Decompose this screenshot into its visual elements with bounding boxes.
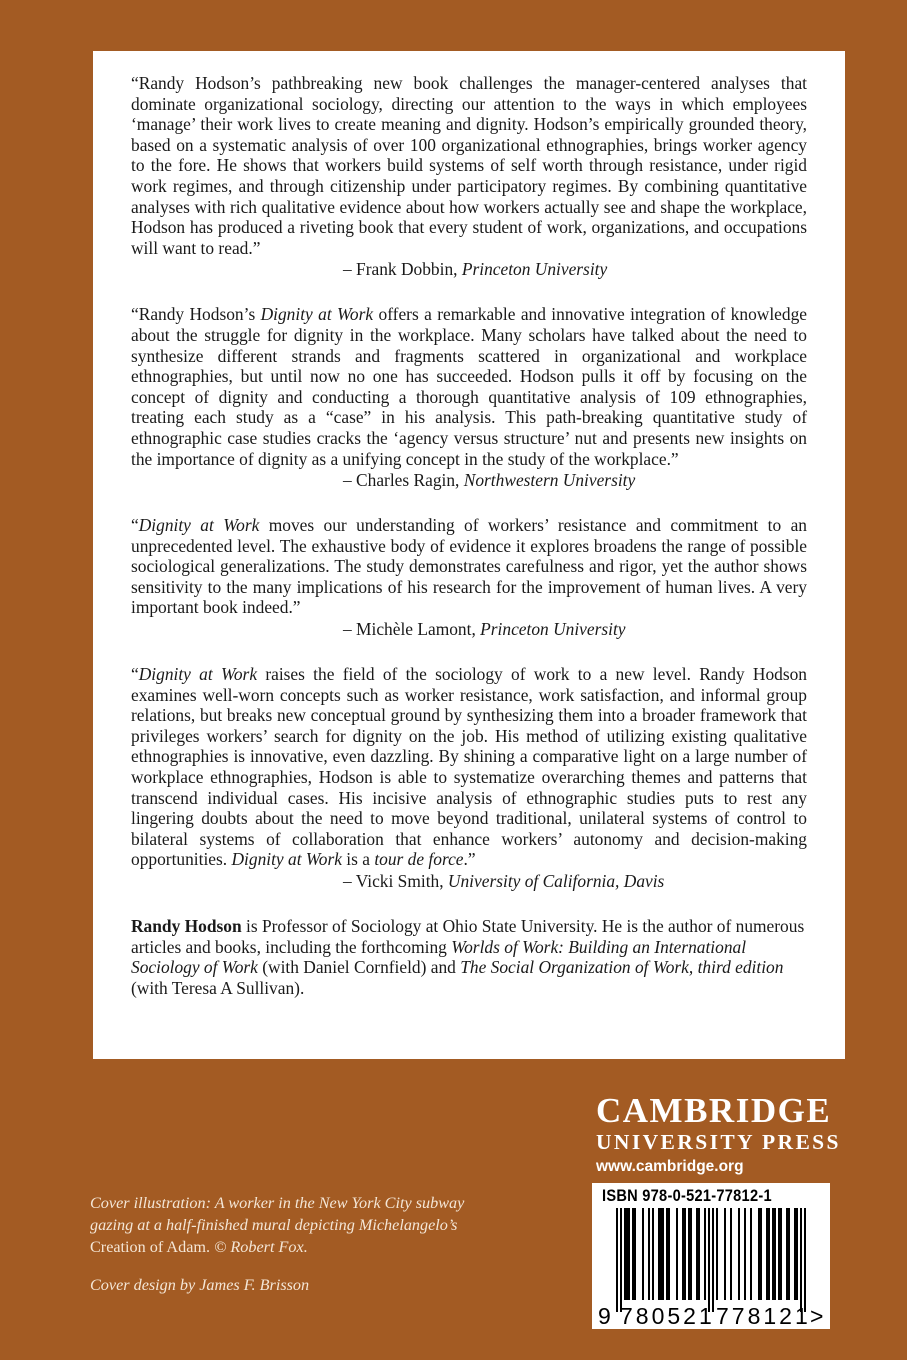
quote-smith	[131, 664, 807, 870]
barcode-bar	[662, 1208, 664, 1300]
attribution-ragin	[131, 469, 807, 491]
barcode-bar	[750, 1208, 752, 1300]
barcode-bar	[766, 1208, 768, 1300]
bio-text: (with Daniel Cornfield) and	[257, 957, 461, 978]
barcode-digits-left: 780521	[620, 1303, 715, 1329]
barcode-bar	[800, 1208, 802, 1312]
barcode-digits-right: 778121	[716, 1303, 811, 1329]
barcode-bar	[684, 1208, 686, 1300]
attribution-affiliation: Princeton University	[461, 259, 608, 280]
barcode-bar	[724, 1208, 726, 1300]
author-name: Randy Hodson	[131, 916, 242, 936]
attribution-author: – Frank Dobbin,	[343, 259, 462, 280]
attribution-author: – Vicki Smith,	[343, 871, 448, 891]
barcode-bar	[698, 1208, 700, 1300]
attribution-author: – Michèle Lamont,	[343, 619, 481, 640]
attribution-smith	[131, 870, 807, 892]
barcode-bar	[666, 1208, 668, 1300]
barcode-bar	[738, 1208, 740, 1300]
barcode-bar	[626, 1208, 628, 1300]
quote-text: is a	[341, 849, 375, 870]
attribution-affiliation: Princeton University	[480, 619, 626, 640]
barcode-digit-first: 9	[598, 1303, 611, 1329]
barcode-bar	[704, 1208, 706, 1300]
barcode-bar	[648, 1208, 650, 1300]
barcode-bar	[688, 1208, 690, 1300]
quote-text: offers a remarkable and innovative integration of knowledge about the struggle for dignity in the workplace. Many scholars have talked about the need to synthesize different strands and fragments scattered in organizational and workplace ethnographies, but until now no one has succeeded. Hodson pulls it off by focusing on the concept of dignity and conducting a thorough quantitative analysis of 109 ethnographies, treating each study as a “case” in his analysis. This path-breaking quantitative study of ethnographic case studies cracks the ‘agency versus structure’ nut and presents new insights on the importance of dignity as a unifying concept in the study of the workplace.”	[131, 304, 807, 469]
barcode-bar	[658, 1208, 660, 1300]
barcode-bar	[676, 1208, 678, 1300]
isbn-barcode	[592, 1183, 830, 1329]
author-bio	[131, 916, 807, 998]
barcode-bar	[780, 1208, 782, 1300]
barcode-bar	[696, 1208, 698, 1300]
attribution-lamont	[131, 618, 807, 640]
attribution-affiliation: University of California, Davis	[447, 871, 665, 891]
book-title: The Social Organization of Work, third edition	[460, 957, 784, 978]
barcode-bar	[786, 1208, 788, 1300]
barcode-bar	[796, 1208, 798, 1300]
bio-text: (with Teresa A Sullivan).	[131, 977, 305, 998]
barcode-bar	[768, 1208, 770, 1300]
barcode-bar	[804, 1208, 806, 1312]
quote-italic-text: Dignity at Work	[231, 849, 342, 870]
illustration-credit	[90, 1192, 510, 1258]
publisher-url[interactable]: www.cambridge.org	[596, 1158, 744, 1175]
barcode-bar	[632, 1208, 634, 1300]
barcode-bar	[744, 1208, 746, 1300]
barcode-bar	[758, 1208, 760, 1300]
barcode-bar	[708, 1208, 710, 1312]
barcode-bar	[652, 1208, 654, 1300]
barcode-digits	[592, 1303, 830, 1329]
barcode-digit-end: >	[810, 1303, 824, 1329]
quote-ragin	[131, 304, 807, 469]
barcode-bar	[788, 1208, 790, 1300]
barcode-bar	[730, 1208, 732, 1300]
publisher-name: CAMBRIDGE	[596, 1091, 832, 1130]
quote-text: “	[131, 515, 139, 536]
barcode-bar	[778, 1208, 780, 1300]
barcode-bar	[774, 1208, 776, 1300]
barcode-bar	[634, 1208, 636, 1300]
barcode-bar	[642, 1208, 644, 1300]
artwork-title: Creation of Adam.	[90, 1238, 211, 1256]
publisher-press: UNIVERSITY PRESS	[596, 1130, 841, 1154]
barcode-bar	[682, 1208, 684, 1300]
barcode-bar	[772, 1208, 774, 1300]
quote-dobbin	[131, 73, 807, 258]
attribution-author: – Charles Ragin,	[343, 470, 464, 491]
barcode-bar	[760, 1208, 762, 1300]
quote-text: “Randy Hodson’s	[131, 304, 261, 325]
barcode-bar	[624, 1208, 626, 1300]
quote-text: “Randy Hodson’s pathbreaking new book challenges the manager-centered analyses that dominate organizational sociology, directing our attention to the ways in which employees ‘manage’ their work lives to create meaning and dignity. Hodson’s empirically grounded theory, based on a systematic analysis of over 100 organizational ethnographies, brings worker agency to the fore. He shows that workers build systems of self worth through resistance, under rigid work regimes, and through citizenship under participatory regimes. By combining quantitative analyses with rich qualitative evidence about how workers actually see and shape the workplace, Hodson has produced a riveting book that every student of work, organizations, and occupations will want to read.”	[131, 73, 807, 258]
quote-italic-text: Dignity at Work	[138, 664, 258, 685]
attribution-affiliation: Northwestern University	[463, 470, 636, 491]
barcode-bar	[616, 1208, 618, 1312]
attribution-dobbin	[131, 258, 807, 280]
design-credit: Cover design by James F. Brisson	[90, 1276, 310, 1294]
copyright-notice: © Robert Fox.	[210, 1238, 308, 1256]
barcode-bar	[716, 1208, 718, 1300]
quote-italic-text: Dignity at Work	[260, 304, 374, 325]
quote-italic-text: tour de force	[374, 849, 464, 870]
endorsements-panel	[93, 51, 845, 1059]
barcode-bar	[660, 1208, 662, 1300]
cover-credits	[90, 1192, 510, 1296]
book-title: Worlds of Work: Building an International Sociology of Work	[131, 936, 747, 978]
quote-text: “	[131, 664, 139, 685]
quote-lamont	[131, 515, 807, 618]
bio-text: is Professor of Sociology at Ohio State University. He is the author of numerous articles and books, including the forthcoming	[131, 916, 805, 957]
quote-text: moves our understanding of workers’ resistance and commitment to an unprecedented level. The exhaustive body of evidence it explores broadens the range of possible sociological generalizations. The study demonstrates carefulness and rigor, yet the author shows sensitivity to the many implications of his research for the improvement of human lives. A very important book indeed.”	[131, 515, 807, 618]
barcode-bar	[620, 1208, 622, 1312]
quote-text: .”	[463, 849, 476, 870]
barcode-bar	[690, 1208, 692, 1300]
barcode-bar	[628, 1208, 630, 1300]
publisher-logo	[596, 1093, 841, 1179]
barcode-bar	[712, 1208, 714, 1312]
quote-text: raises the field of the sociology of work to a new level. Randy Hodson examines well-worn concepts such as worker resistance, work satisfaction, and informal group relations, but breaks new conceptual ground by synthesizing them into a broader framework that privileges workers’ search for dignity on the job. His method of utilizing existing qualitative ethnographies is innovative, even dazzling. By shining a comparative light on a large number of workplace ethnographies, Hodson is able to systematize overarching themes and patterns that transcend individual cases. His incisive analysis of ethnographic studies puts to rest any lingering doubts about the need to move beyond traditional, unilateral systems of control to bilateral systems of collaboration that enhance workers’ autonomy and decision-making opportunities.	[131, 664, 807, 870]
isbn-label: ISBN 978-0-521-77812-1	[602, 1186, 772, 1205]
barcode-bar	[668, 1208, 670, 1300]
quote-italic-text: Dignity at Work	[138, 515, 260, 536]
barcode-bar	[794, 1208, 796, 1300]
illustration-caption: Cover illustration: A worker in the New York City subway gazing at a half-finished mural depicting Michelangelo’s	[90, 1194, 465, 1234]
